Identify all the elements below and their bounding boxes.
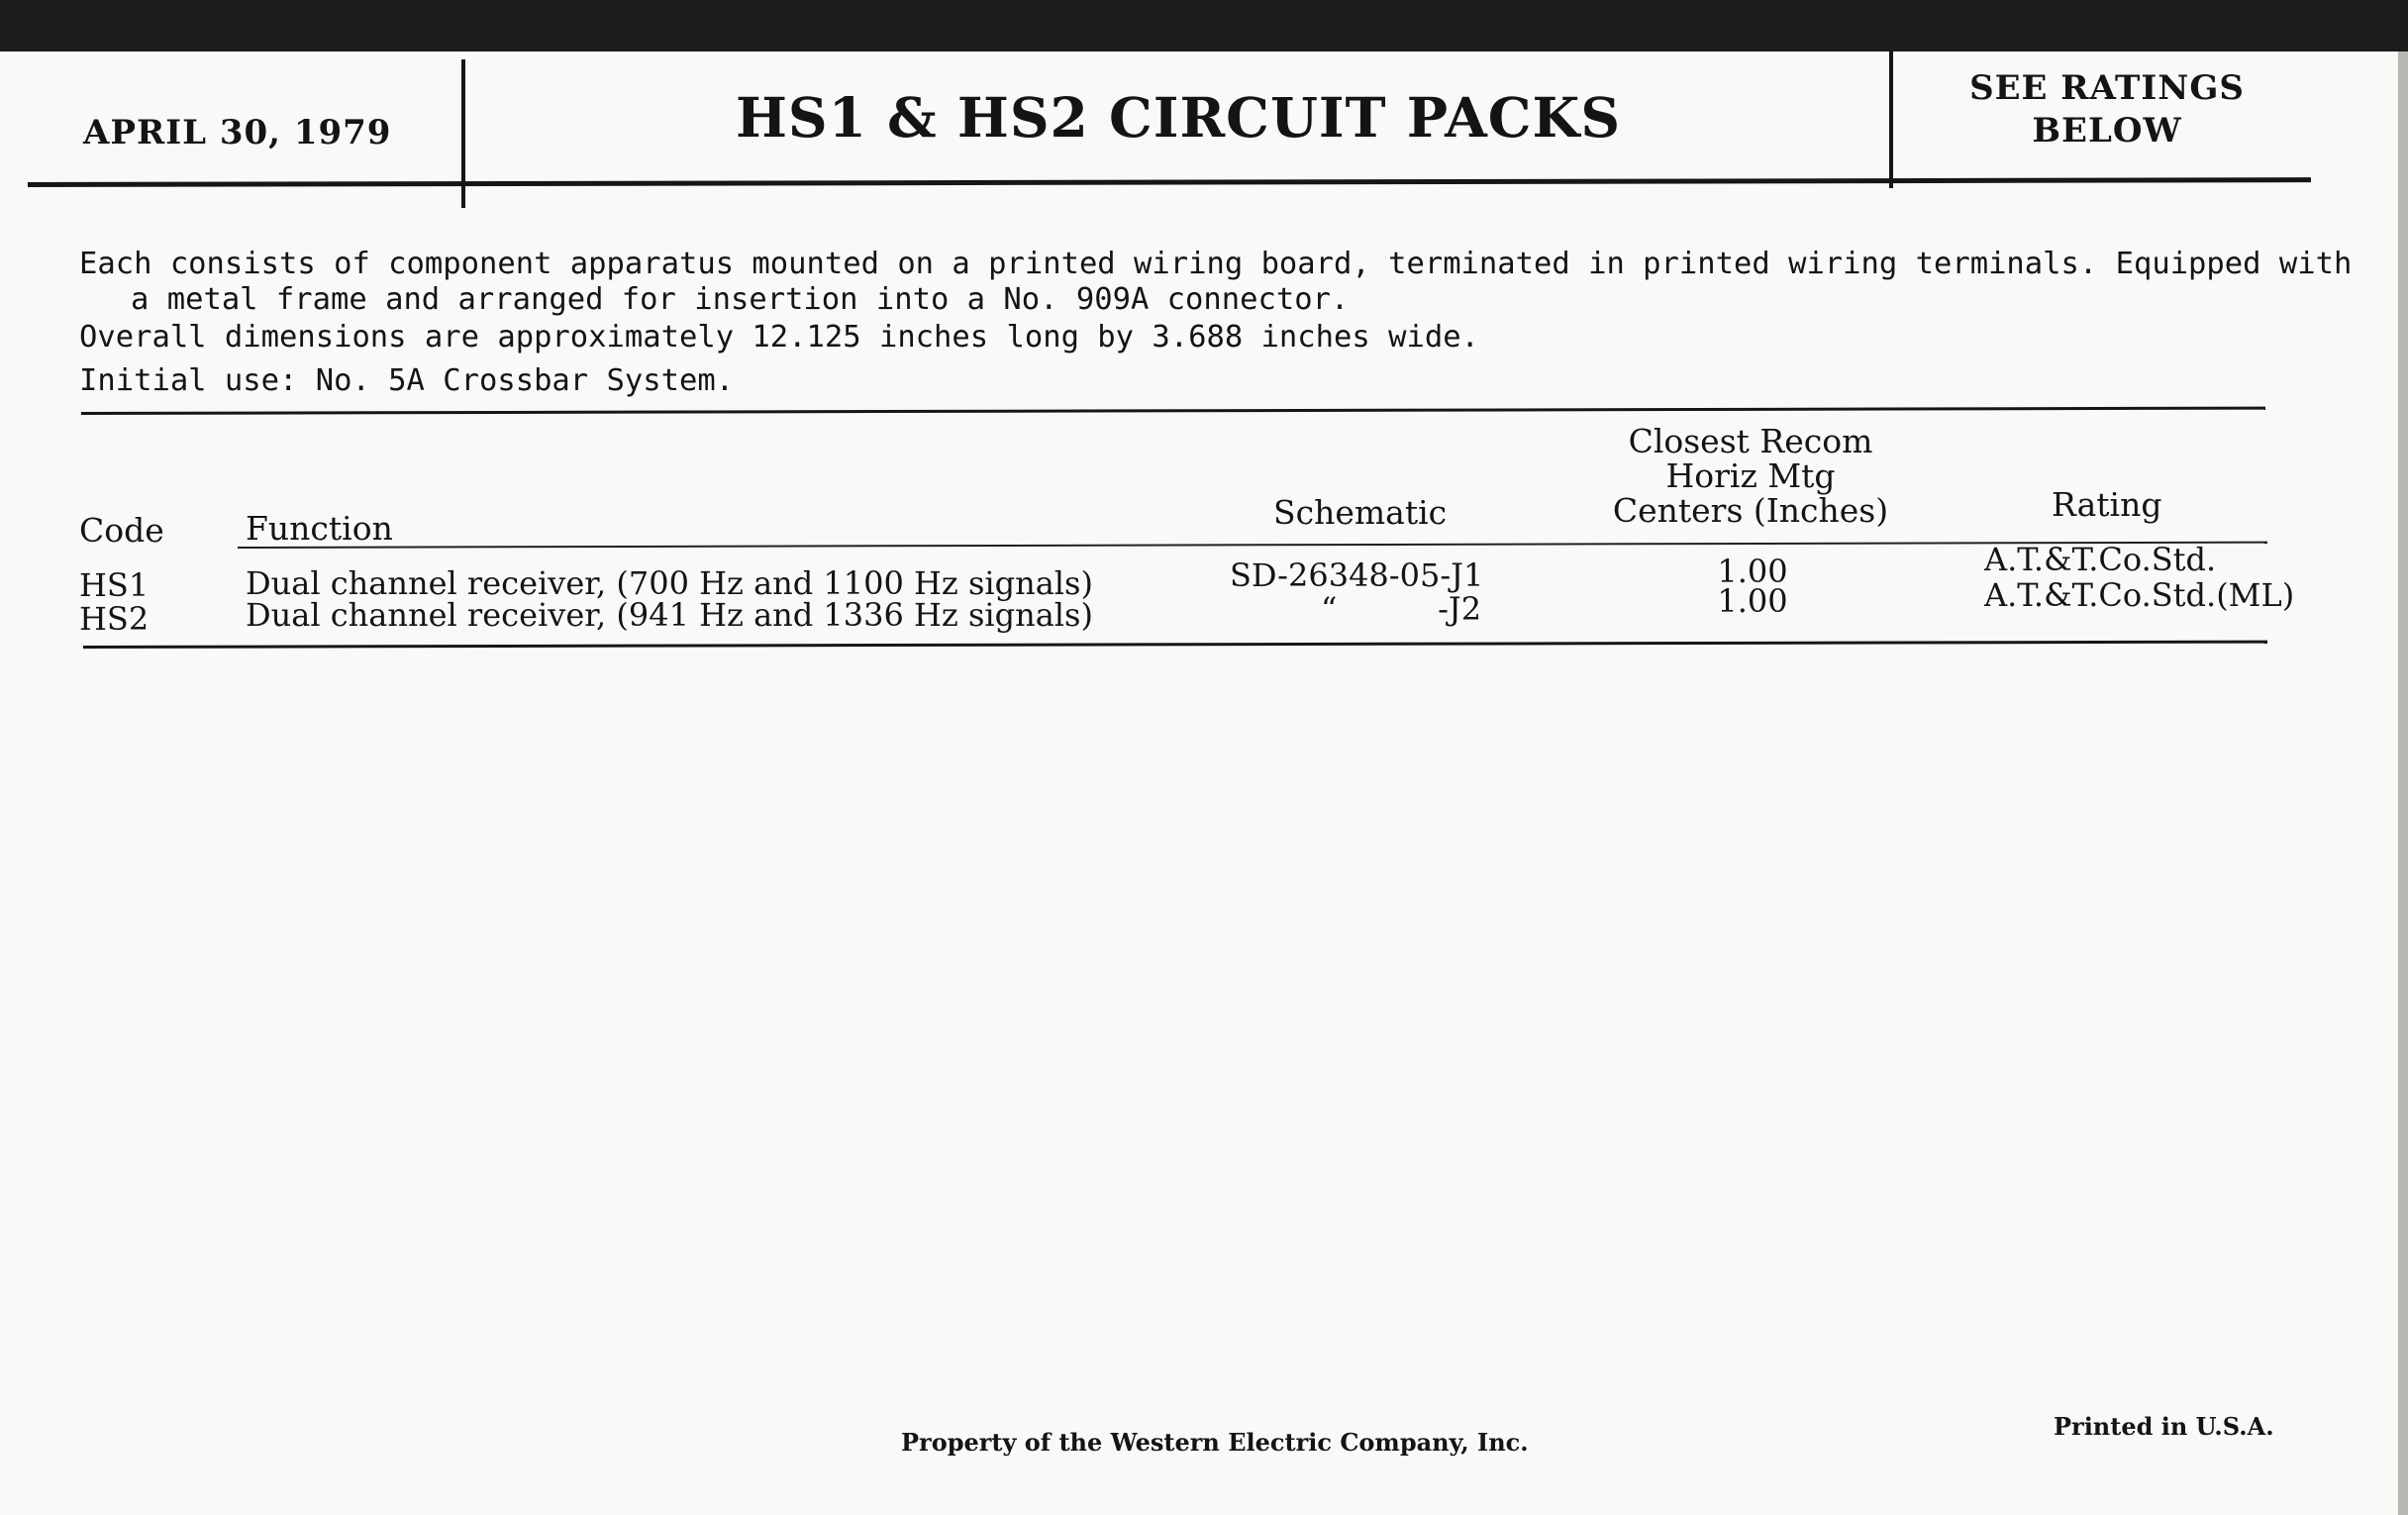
header-rule (28, 177, 2311, 187)
row-rating: A.T.&T.Co.Std.(ML) (1984, 576, 2295, 614)
row-function: Dual channel receiver, (700 Hz and 1100 Hz signals) (246, 564, 1093, 602)
row-mtg-centers: 1.00 (1717, 553, 1788, 590)
document-title: HS1 & HS2 CIRCUIT PACKS (735, 85, 1622, 150)
table-top-rule (81, 407, 2265, 415)
row-rating: A.T.&T.Co.Std. (1984, 541, 2217, 578)
header-function: Function (246, 509, 393, 548)
row-code: HS2 (79, 600, 150, 638)
row-schematic: “ -J2 (1321, 590, 1482, 628)
header-schematic: Schematic (1273, 493, 1448, 532)
row-schematic: SD-26348-05-J1 (1230, 556, 1484, 594)
header-mtg-centers-line2: Horiz Mtg (1665, 456, 1836, 495)
header-underline (238, 542, 2267, 549)
ratings-note-line2: BELOW (2032, 111, 2182, 151)
document-card (0, 51, 2408, 1515)
table-bottom-rule (83, 641, 2267, 649)
footer-property: Property of the Western Electric Company, Inc. (901, 1428, 1529, 1457)
card-edge (2398, 51, 2408, 1515)
header-rating: Rating (2052, 485, 2162, 524)
row-code: HS1 (79, 566, 150, 604)
description-line-2: a metal frame and arranged for insertion into a No. 909A connector. (131, 282, 1350, 317)
header-code: Code (79, 511, 164, 550)
ratings-note (1899, 67, 2315, 152)
description-line-4: Initial use: No. 5A Crossbar System. (79, 363, 735, 398)
header-mtg-centers-line1: Closest Recom (1628, 422, 1873, 460)
header-mtg-centers (1584, 424, 1917, 528)
document-date: APRIL 30, 1979 (83, 113, 392, 152)
header-divider-right (1889, 51, 1893, 188)
description-line-1: Each consists of component apparatus mounted on a printed wiring board, terminated in printed wiring terminals. Equipped with (79, 247, 2353, 281)
description-line-3: Overall dimensions are approximately 12.125 inches long by 3.688 inches wide. (79, 320, 1479, 354)
footer-printed: Printed in U.S.A. (2054, 1412, 2274, 1441)
row-function: Dual channel receiver, (941 Hz and 1336 Hz signals) (246, 596, 1093, 634)
header-mtg-centers-line3: Centers (Inches) (1612, 491, 1889, 530)
row-mtg-centers: 1.00 (1717, 582, 1788, 620)
ratings-note-line1: SEE RATINGS (1969, 68, 2245, 108)
